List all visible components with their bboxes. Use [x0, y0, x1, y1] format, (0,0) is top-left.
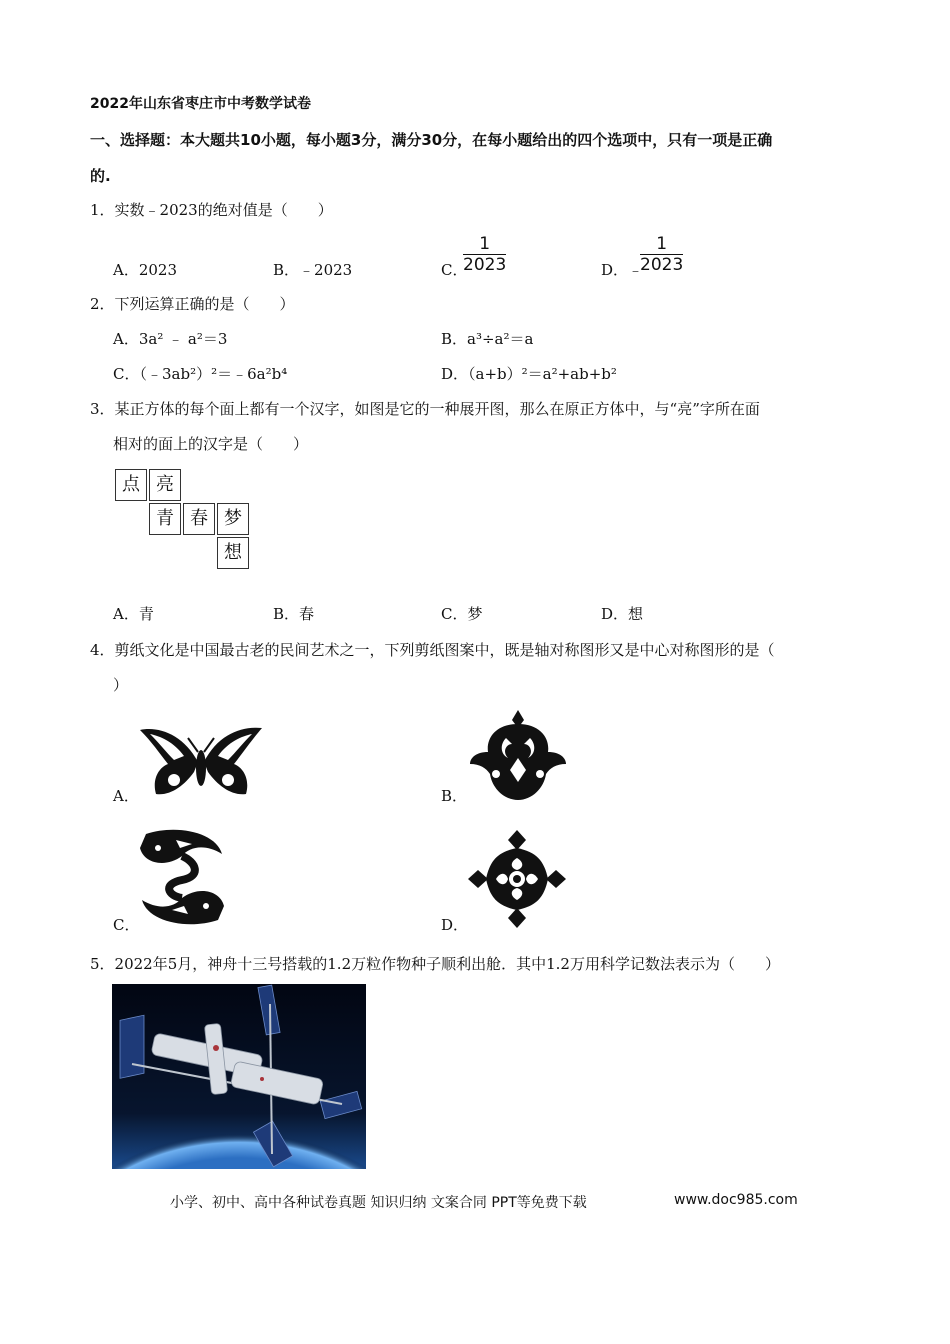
space-station-photo — [112, 984, 366, 1169]
q4-option-c-label: C． — [113, 916, 140, 934]
net-cell-liang: 亮 — [149, 469, 181, 501]
fraction-denominator: 2023 — [640, 255, 684, 275]
option-label: B． — [441, 330, 468, 348]
q1-option-c-fraction — [463, 234, 506, 275]
q3-option-a: A．青 — [113, 605, 154, 623]
q4-option-d-label: D． — [441, 916, 469, 934]
butterfly-papercut-image — [138, 724, 264, 802]
footer-promo-text: 小学、初中、高中各种试卷真题 知识归纳 文案合同 PPT等免费下载 — [170, 1195, 587, 1211]
q4-option-a-label: A． — [113, 787, 139, 805]
q3-option-d: D．想 — [601, 605, 644, 623]
fraction-numerator: 1 — [640, 234, 683, 255]
q2-option-c — [113, 364, 287, 384]
net-cell-meng: 梦 — [217, 503, 249, 535]
option-expression: a³÷a²＝a — [467, 330, 534, 348]
net-cell-qing: 青 — [149, 503, 181, 535]
q1-option-b: B．﹣2023 — [273, 261, 353, 279]
diamond-papercut-image-d — [466, 828, 568, 930]
net-cell-dian: 点 — [115, 469, 147, 501]
q3-stem-line2: 相对的面上的汉字是（ ） — [113, 435, 309, 453]
fish-papercut-image-c — [136, 826, 228, 928]
option-expression: （﹣3ab²）²＝﹣6a²b⁴ — [139, 365, 288, 383]
q1-option-c-label: C． — [441, 261, 468, 279]
q1-option-a: A．2023 — [113, 261, 178, 279]
option-expression: （a+b）²＝a²+ab+b² — [468, 365, 617, 383]
q1-option-d-fraction — [640, 234, 683, 275]
q2-option-a — [113, 329, 227, 349]
q3-option-c: C．梦 — [441, 605, 483, 623]
option-label: A． — [113, 330, 139, 348]
section-heading: 一、选择题：本大题共10小题，每小题3分，满分30分，在每小题给出的四个选项中，只有一项是正确 — [90, 131, 773, 149]
q5-stem: 5．2022年5月，神舟十三号搭载的1.2万粒作物种子顺利出舱．其中1.2万用科学记数法表示为（ ） — [90, 955, 780, 973]
q2-option-d — [441, 364, 617, 384]
net-cell-chun: 春 — [183, 503, 215, 535]
option-label: C． — [113, 365, 140, 383]
q3-stem-line1: 3．某正方体的每个面上都有一个汉字，如图是它的一种展开图，那么在原正方体中，与“亮”字所在面 — [90, 400, 760, 418]
q2-stem: 2．下列运算正确的是（ ） — [90, 295, 295, 313]
q4-stem-line1: 4．剪纸文化是中国最古老的民间艺术之一，下列剪纸图案中，既是轴对称图形又是中心对称图形的是（ — [90, 641, 775, 659]
document-title: 2022年山东省枣庄市中考数学试卷 — [90, 96, 311, 112]
q4-option-b-label: B． — [441, 787, 468, 805]
q3-option-b: B．春 — [273, 605, 315, 623]
floral-papercut-image-b — [466, 708, 570, 804]
section-heading-cont: 的. — [90, 167, 111, 185]
q4-stem-line2: ） — [113, 676, 129, 694]
option-expression: 3a² ﹣ a²＝3 — [138, 330, 228, 348]
q2-option-b — [441, 329, 533, 349]
q1-stem: 1．实数﹣2023的绝对值是（ ） — [90, 201, 333, 219]
fraction-denominator: 2023 — [463, 255, 507, 275]
net-cell-xiang: 想 — [217, 537, 249, 569]
option-label: D． — [441, 365, 469, 383]
footer-url-link[interactable]: www.doc985.com — [674, 1192, 798, 1208]
fraction-numerator: 1 — [463, 234, 506, 255]
q1-option-d-label: D．﹣ — [601, 261, 644, 279]
